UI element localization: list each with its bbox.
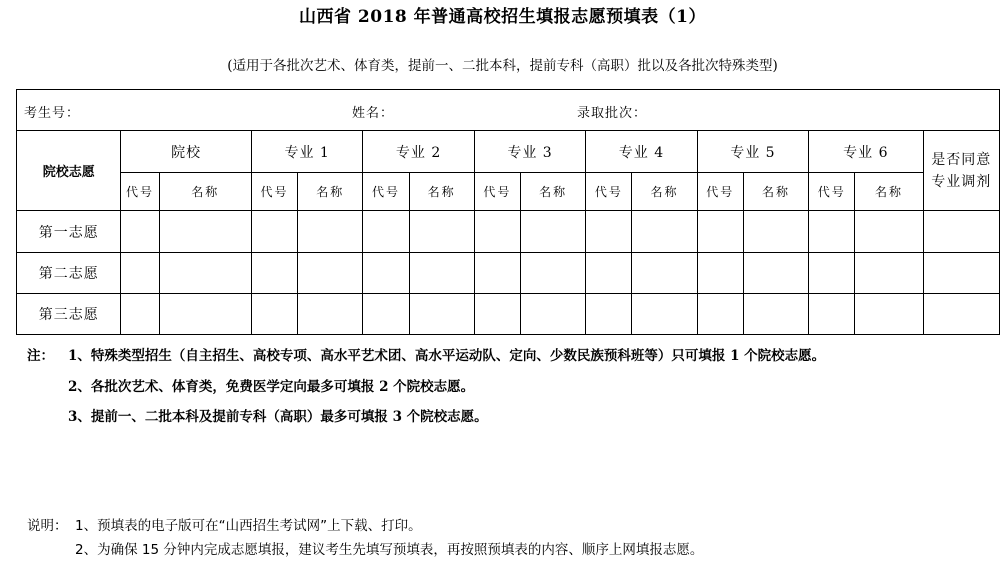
form-cell[interactable]: [521, 293, 586, 334]
note-item-1: 1、特殊类型招生（自主招生、高校专项、高水平艺术团、高水平运动队、定向、少数民族预科班等）只可填报 1 个院校志愿。: [68, 348, 826, 364]
name-header: 名称: [159, 173, 251, 211]
form-cell[interactable]: [743, 293, 808, 334]
form-cell[interactable]: [251, 293, 297, 334]
note-item-3: 3、提前一、二批本科及提前专科（高职）最多可填报 3 个院校志愿。: [68, 409, 488, 425]
form-cell[interactable]: [121, 252, 159, 293]
table-row: [17, 252, 1000, 293]
form-cell[interactable]: [474, 293, 520, 334]
form-cell[interactable]: [298, 293, 363, 334]
code-header: 代号: [697, 173, 743, 211]
form-cell[interactable]: [474, 211, 520, 252]
form-cell[interactable]: [697, 252, 743, 293]
form-cell[interactable]: [586, 252, 632, 293]
document-title: 山西省 2018 年普通高校招生填报志愿预填表（1）: [299, 7, 706, 27]
candidate-name-label: 姓名：: [352, 106, 395, 121]
form-cell[interactable]: [855, 252, 923, 293]
form-cell[interactable]: [159, 293, 251, 334]
explanation-item-2: 2、为确保 15 分钟内完成志愿填报，建议考生先填写预填表，再按照预填表的内容、顺序上网填报志愿。: [75, 542, 704, 558]
form-cell[interactable]: [586, 211, 632, 252]
form-cell[interactable]: [298, 252, 363, 293]
notes-prefix: 注：: [27, 348, 54, 364]
form-cell[interactable]: [521, 252, 586, 293]
form-cell[interactable]: [409, 293, 474, 334]
form-cell[interactable]: [632, 252, 697, 293]
form-cell[interactable]: [743, 211, 808, 252]
form-cell[interactable]: [521, 211, 586, 252]
major-1-header: 专业 1: [251, 131, 362, 173]
form-cell[interactable]: [298, 211, 363, 252]
form-cell[interactable]: [923, 252, 999, 293]
form-cell[interactable]: [409, 252, 474, 293]
form-cell[interactable]: [809, 252, 855, 293]
explanation-item-1: 1、预填表的电子版可在“山西招生考试网”上下载、打印。: [75, 518, 422, 534]
code-header: 代号: [474, 173, 520, 211]
code-header: 代号: [586, 173, 632, 211]
form-cell[interactable]: [251, 252, 297, 293]
explanation-prefix: 说明：: [27, 518, 68, 534]
major-adjustment-header: 是否同意 专业调剂: [923, 131, 999, 211]
table-row: [17, 293, 1000, 334]
form-cell[interactable]: [743, 252, 808, 293]
document-subtitle: (适用于各批次艺术、体育类，提前一、二批本科，提前专科（高职）批以及各批次特殊类型): [227, 58, 778, 74]
form-cell[interactable]: [363, 293, 409, 334]
major-3-header: 专业 3: [474, 131, 585, 173]
major-5-header: 专业 5: [697, 131, 808, 173]
wish-row-label: 第三志愿: [17, 293, 121, 334]
form-cell[interactable]: [855, 293, 923, 334]
form-cell[interactable]: [809, 211, 855, 252]
form-cell[interactable]: [409, 211, 474, 252]
form-cell[interactable]: [363, 252, 409, 293]
form-cell[interactable]: [632, 293, 697, 334]
school-header: 院校: [121, 131, 252, 173]
name-header: 名称: [855, 173, 923, 211]
major-6-header: 专业 6: [809, 131, 923, 173]
form-cell[interactable]: [923, 293, 999, 334]
school-wish-header: 院校志愿: [17, 131, 121, 211]
form-cell[interactable]: [251, 211, 297, 252]
major-2-header: 专业 2: [363, 131, 474, 173]
code-header: 代号: [363, 173, 409, 211]
code-header: 代号: [121, 173, 159, 211]
form-cell[interactable]: [697, 293, 743, 334]
major-4-header: 专业 4: [586, 131, 697, 173]
table-row: [17, 211, 1000, 252]
code-header: 代号: [251, 173, 297, 211]
note-item-2: 2、各批次艺术、体育类，免费医学定向最多可填报 2 个院校志愿。: [68, 379, 475, 395]
name-header: 名称: [632, 173, 697, 211]
name-header: 名称: [298, 173, 363, 211]
form-cell[interactable]: [855, 211, 923, 252]
name-header: 名称: [409, 173, 474, 211]
name-header: 名称: [743, 173, 808, 211]
form-cell[interactable]: [586, 293, 632, 334]
form-cell[interactable]: [923, 211, 999, 252]
wish-row-label: 第二志愿: [17, 252, 121, 293]
form-cell[interactable]: [121, 293, 159, 334]
form-cell[interactable]: [159, 252, 251, 293]
form-cell[interactable]: [474, 252, 520, 293]
form-cell[interactable]: [632, 211, 697, 252]
candidate-info-row: [17, 90, 1000, 131]
form-cell[interactable]: [363, 211, 409, 252]
form-cell[interactable]: [809, 293, 855, 334]
exam-number-label: 考生号：: [24, 106, 81, 121]
form-cell[interactable]: [697, 211, 743, 252]
form-cell[interactable]: [159, 211, 251, 252]
application-form-table: [16, 89, 1000, 335]
admission-batch-label: 录取批次：: [577, 106, 648, 121]
name-header: 名称: [521, 173, 586, 211]
code-header: 代号: [809, 173, 855, 211]
wish-row-label: 第一志愿: [17, 211, 121, 252]
form-cell[interactable]: [121, 211, 159, 252]
